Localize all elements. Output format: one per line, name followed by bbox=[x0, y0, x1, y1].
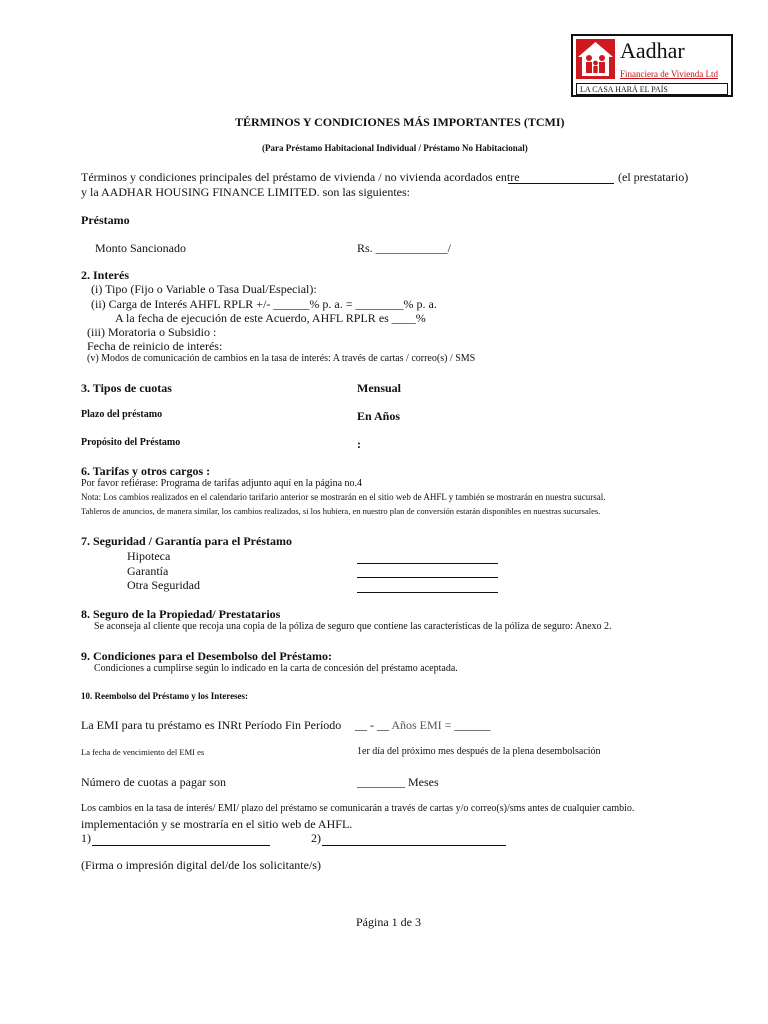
emi-amount: ______ bbox=[454, 718, 491, 732]
tarifas-heading: 6. Tarifas y otros cargos : bbox=[81, 464, 211, 478]
cuotas-count-label: Número de cuotas a pagar son bbox=[81, 775, 226, 789]
seguro-heading: 8. Seguro de la Propiedad/ Prestatarios bbox=[81, 607, 281, 621]
option-otra-seguridad: Otra Seguridad bbox=[127, 578, 200, 592]
option-hipoteca: Hipoteca bbox=[127, 549, 171, 563]
vencimiento-label: La fecha de vencimiento del EMI es bbox=[81, 747, 205, 757]
cambios-line1: Los cambios en la tasa de interés/ EMI/ plazo del préstamo se comunicarán a través de cartas y/o correo(s)/sms antes de cualquier cambio. bbox=[81, 803, 635, 814]
plazo-label: Plazo del préstamo bbox=[81, 409, 163, 420]
interes-tipo: (i) Tipo (Fijo o Variable o Tasa Dual/Especial): bbox=[91, 282, 317, 296]
company-logo bbox=[571, 34, 733, 97]
house-family-icon bbox=[576, 39, 615, 79]
page-number: Página 1 de 3 bbox=[356, 915, 421, 929]
desembolso-heading: 9. Condiciones para el Desembolso del Préstamo: bbox=[81, 649, 332, 663]
interes-moratoria: (iii) Moratoria o Subsidio : bbox=[87, 325, 217, 339]
garantia-blank bbox=[357, 577, 498, 578]
monto-label: Monto Sancionado bbox=[95, 241, 186, 255]
seguro-text: Se aconseja al cliente que recoja una copia de la póliza de seguro que contiene las características de la póliza de seguro: Anexo 2. bbox=[94, 621, 612, 632]
proposito-value: : bbox=[357, 437, 361, 451]
monto-value: Rs. ____________/ bbox=[357, 241, 452, 255]
cuotas-count-value: ________ Meses bbox=[357, 775, 439, 789]
intro-line1-end: (el prestatario) bbox=[618, 170, 689, 184]
interes-heading: 2. Interés bbox=[81, 268, 129, 282]
emi-label: La EMI para tu préstamo es INRt Período Fin Período bbox=[81, 718, 342, 732]
logo-tagline: LA CASA HARÁ EL PAÍS bbox=[576, 83, 728, 95]
intro-line1: Términos y condiciones principales del préstamo de vivienda / no vivienda acordados entre bbox=[81, 170, 520, 184]
vencimiento-value: 1er día del próximo mes después de la plena desembolsación bbox=[357, 746, 601, 757]
prestamo-heading: Préstamo bbox=[81, 213, 130, 227]
reembolso-heading: 10. Reembolso del Préstamo y los Intereses: bbox=[81, 691, 249, 701]
interes-reinicio: Fecha de reinicio de interés: bbox=[87, 339, 223, 353]
interes-modos: (v) Modos de comunicación de cambios en la tasa de interés: A través de cartas / correo(s) / SMS bbox=[87, 353, 476, 364]
desembolso-text: Condiciones a cumplirse según lo indicado en la carta de concesión del préstamo aceptada. bbox=[94, 663, 458, 674]
signature-2-label: 2) bbox=[311, 831, 321, 845]
intro-line2: y la AADHAR HOUSING FINANCE LIMITED. son las siguientes: bbox=[81, 185, 410, 199]
logo-subtitle: Financiera de Vivienda Ltd bbox=[620, 69, 719, 79]
firma-text: (Firma o impresión digital del/de los solicitante/s) bbox=[81, 858, 321, 872]
hipoteca-blank bbox=[357, 563, 498, 564]
cuotas-heading: 3. Tipos de cuotas bbox=[81, 381, 172, 395]
cuotas-value: Mensual bbox=[357, 381, 402, 395]
tarifas-line1: Por favor refiérase: Programa de tarifas adjunto aquí en la página no.4 bbox=[81, 478, 363, 489]
tarifas-line3: Tableros de anuncios, de manera similar, los cambios realizados, si los hubiera, en nuestro plan de conversión estarán disponibles en nuestras sucursales. bbox=[81, 506, 601, 516]
signature-1-line bbox=[92, 845, 270, 846]
proposito-label: Propósito del Préstamo bbox=[81, 437, 181, 448]
emi-value bbox=[355, 718, 490, 733]
emi-years-label: Años EMI = bbox=[391, 718, 452, 732]
option-garantia: Garantía bbox=[127, 564, 169, 578]
otra-seguridad-blank bbox=[357, 592, 498, 593]
borrower-blank bbox=[508, 183, 614, 184]
interes-carga: (ii) Carga de Interés AHFL RPLR +/- ______% p. a. = ________% p. a. bbox=[91, 297, 437, 311]
logo-brand: Aadhar bbox=[620, 38, 685, 63]
cambios-line2: implementación y se mostraría en el sitio web de AHFL. bbox=[81, 817, 353, 831]
page-subtitle: (Para Préstamo Habitacional Individual / Préstamo No Habitacional) bbox=[262, 143, 528, 153]
plazo-value: En Años bbox=[357, 409, 401, 423]
emi-period: __ - __ bbox=[355, 718, 389, 732]
signature-2-line bbox=[322, 845, 506, 846]
seguridad-heading: 7. Seguridad / Garantía para el Préstamo bbox=[81, 534, 292, 548]
page-title: TÉRMINOS Y CONDICIONES MÁS IMPORTANTES (TCMI) bbox=[235, 115, 565, 129]
tarifas-line2: Nota: Los cambios realizados en el calendario tarifario anterior se mostrarán en el sitio web de AHFL y también se mostrarán en nuestra sucursal. bbox=[81, 492, 606, 502]
interes-fecha-acuerdo: A la fecha de ejecución de este Acuerdo, AHFL RPLR es ____% bbox=[115, 311, 426, 325]
signature-1-label: 1) bbox=[81, 831, 91, 845]
